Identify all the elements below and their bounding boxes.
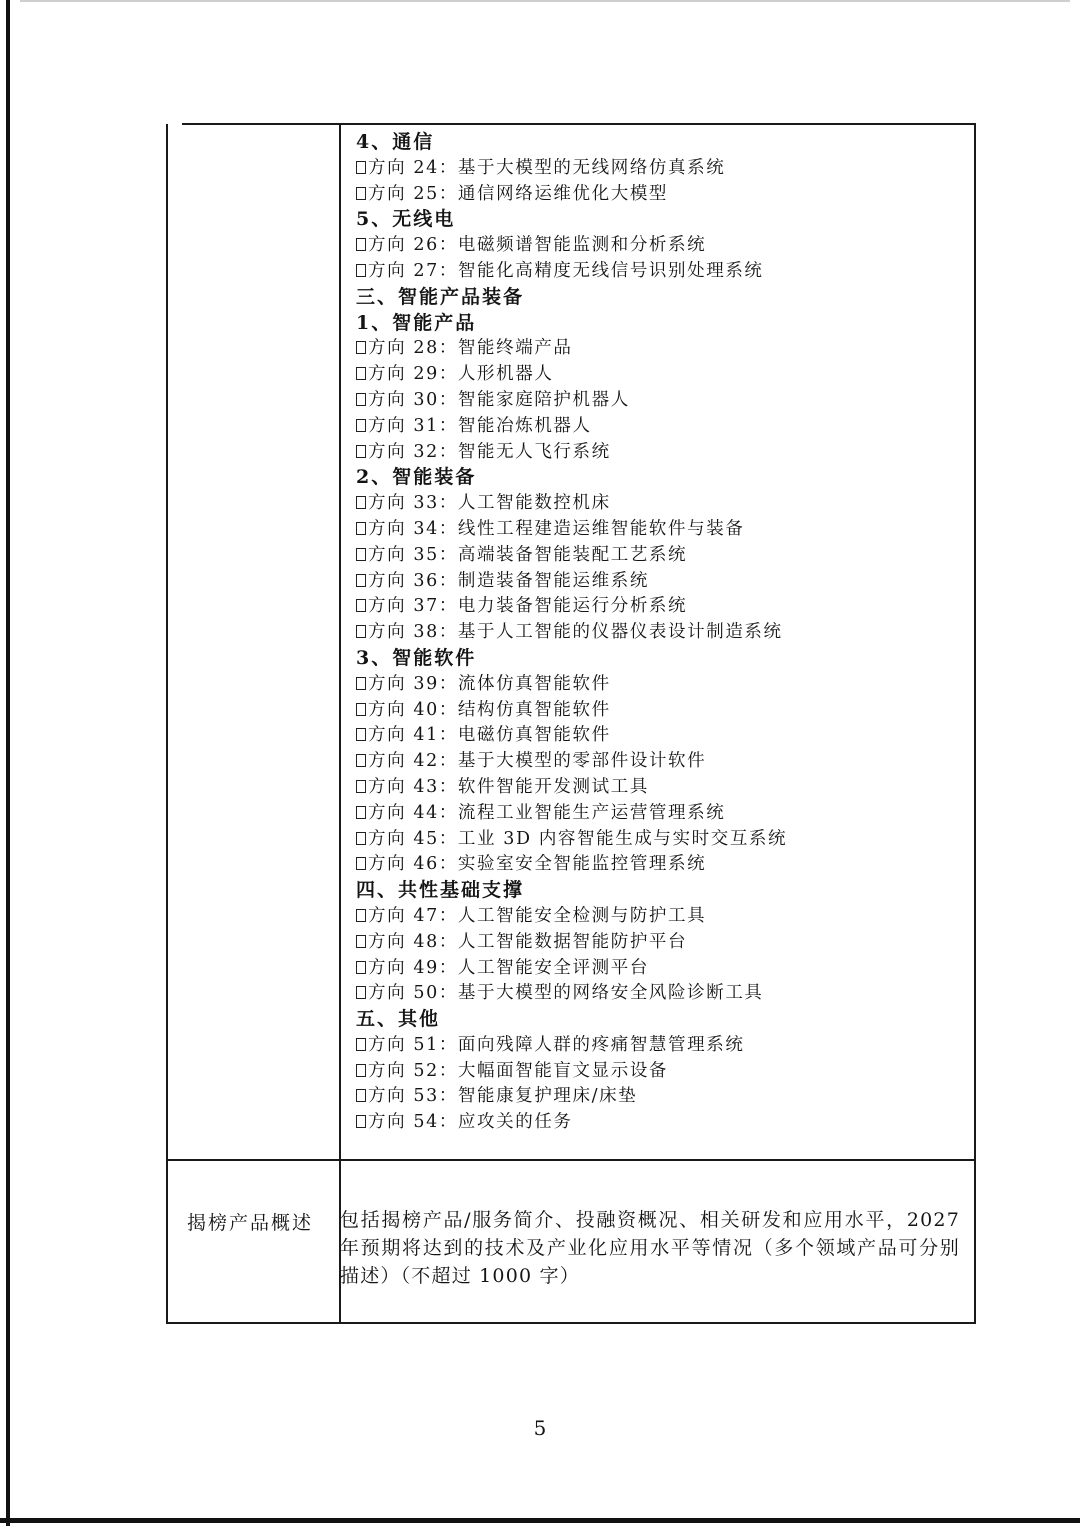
- table-border-left: [166, 124, 168, 1324]
- direction-item: [356, 827, 956, 853]
- checkbox-icon: [356, 187, 366, 200]
- direction-item-text: 方向 32：智能无人飞行系统: [368, 441, 611, 462]
- checkbox-icon: [356, 625, 366, 638]
- table-border-right: [974, 124, 976, 1324]
- checkbox-icon: [356, 935, 366, 948]
- direction-item-text: 方向 26：电磁频谱智能监测和分析系统: [368, 235, 707, 256]
- checkbox-icon: [356, 161, 366, 174]
- section-heading: [356, 207, 956, 233]
- checkbox-icon: [356, 367, 366, 380]
- section-heading: [356, 285, 956, 311]
- checkbox-icon: [356, 832, 366, 845]
- scan-edge-left: [6, 0, 10, 1526]
- direction-item-text: 方向 39：流体仿真智能软件: [368, 673, 611, 694]
- checkbox-icon: [356, 986, 366, 999]
- direction-item: [356, 336, 956, 362]
- direction-item: [356, 491, 956, 517]
- direction-item-text: 方向 31：智能冶炼机器人: [368, 415, 592, 436]
- direction-item-text: 方向 50：基于大模型的网络安全风险诊断工具: [368, 983, 764, 1004]
- direction-item-text: 方向 41：电磁仿真智能软件: [368, 725, 611, 746]
- direction-item: [356, 801, 956, 827]
- direction-item: [356, 620, 956, 646]
- direction-item-text: 方向 42：基于大模型的零部件设计软件: [368, 751, 707, 772]
- direction-item-text: 方向 29：人形机器人: [368, 364, 554, 385]
- direction-item-text: 方向 43：软件智能开发测试工具: [368, 776, 649, 797]
- direction-item: [356, 723, 956, 749]
- checkbox-icon: [356, 754, 366, 767]
- direction-item: [356, 233, 956, 259]
- checkbox-icon: [356, 728, 366, 741]
- direction-item-text: 方向 36：制造装备智能运维系统: [368, 570, 649, 591]
- direction-item-text: 方向 46：实验室安全智能监控管理系统: [368, 854, 707, 875]
- direction-item: [356, 904, 956, 930]
- section-heading-text: 三、智能产品装备: [356, 285, 525, 308]
- checkbox-icon: [356, 1115, 366, 1128]
- direction-item: [356, 1033, 956, 1059]
- direction-item: [356, 775, 956, 801]
- direction-item-text: 方向 53：智能康复护理床/床垫: [368, 1086, 638, 1107]
- checkbox-icon: [356, 703, 366, 716]
- section-heading: [356, 465, 956, 491]
- direction-item: [356, 388, 956, 414]
- checkbox-icon: [356, 238, 366, 251]
- section-heading: [356, 1007, 956, 1033]
- direction-item-text: 方向 49：人工智能安全评测平台: [368, 957, 649, 978]
- direction-item-text: 方向 30：智能家庭陪护机器人: [368, 389, 630, 410]
- direction-item: [356, 259, 956, 285]
- checkbox-icon: [356, 522, 366, 535]
- overview-label: 揭榜产品概述: [186, 1212, 313, 1234]
- direction-item-text: 方向 27：智能化高精度无线信号识别处理系统: [368, 260, 764, 281]
- overview-row: [166, 1160, 976, 1324]
- direction-item: [356, 517, 956, 543]
- direction-item-text: 方向 45：工业 3D 内容智能生成与实时交互系统: [368, 828, 788, 849]
- direction-item: [356, 698, 956, 724]
- direction-item: [356, 852, 956, 878]
- direction-item: [356, 414, 956, 440]
- direction-item-text: 方向 44：流程工业智能生产运营管理系统: [368, 802, 726, 823]
- direction-item-text: 方向 40：结构仿真智能软件: [368, 699, 611, 720]
- checkbox-icon: [356, 341, 366, 354]
- direction-item-text: 方向 35：高端装备智能装配工艺系统: [368, 544, 688, 565]
- direction-list: [356, 130, 956, 1136]
- scan-edge-bottom: [0, 1518, 1080, 1523]
- checkbox-icon: [356, 445, 366, 458]
- section-heading-text: 2、智能装备: [356, 466, 477, 489]
- direction-item: [356, 594, 956, 620]
- section-heading-text: 4、通信: [356, 131, 435, 153]
- checkbox-icon: [356, 961, 366, 974]
- section-heading-text: 3、智能软件: [356, 646, 477, 669]
- direction-item-text: 方向 38：基于人工智能的仪器仪表设计制造系统: [368, 622, 783, 643]
- checkbox-icon: [356, 677, 366, 690]
- direction-item-text: 方向 51：面向残障人群的疼痛智慧管理系统: [368, 1034, 745, 1055]
- checkbox-icon: [356, 574, 366, 587]
- section-heading-text: 四、共性基础支撑: [356, 879, 525, 902]
- direction-item: [356, 930, 956, 956]
- section-heading: [356, 130, 956, 156]
- direction-list-cell: [174, 124, 974, 1160]
- direction-item-text: 方向 47：人工智能安全检测与防护工具: [368, 905, 707, 926]
- direction-item: [356, 569, 956, 595]
- section-heading-text: 5、无线电: [356, 208, 456, 231]
- checkbox-icon: [356, 909, 366, 922]
- section-heading: [356, 646, 956, 672]
- direction-item-text: 方向 34：线性工程建造运维智能软件与装备: [368, 518, 745, 539]
- direction-item-text: 方向 28：智能终端产品: [368, 338, 573, 359]
- checkbox-icon: [356, 264, 366, 277]
- direction-item: [356, 672, 956, 698]
- section-heading: [356, 878, 956, 904]
- checkbox-icon: [356, 496, 366, 509]
- direction-item: [356, 1110, 956, 1136]
- direction-item: [356, 543, 956, 569]
- direction-item-text: 方向 24：基于大模型的无线网络仿真系统: [368, 157, 726, 178]
- direction-item-text: 方向 52：大幅面智能盲文显示设备: [368, 1060, 669, 1081]
- checkbox-icon: [356, 599, 366, 612]
- checkbox-icon: [356, 1089, 366, 1102]
- direction-item: [356, 440, 956, 466]
- page-number: 5: [533, 1416, 547, 1440]
- section-heading-text: 五、其他: [356, 1008, 441, 1031]
- checkbox-icon: [356, 548, 366, 561]
- checkbox-icon: [356, 806, 366, 819]
- direction-item: [356, 1059, 956, 1085]
- direction-item-text: 方向 33：人工智能数控机床: [368, 493, 611, 514]
- direction-item-text: 方向 48：人工智能数据智能防护平台: [368, 931, 688, 952]
- scan-edge-top: [20, 0, 1070, 2]
- direction-item-text: 方向 54：应攻关的任务: [368, 1112, 573, 1133]
- direction-item: [356, 956, 956, 982]
- direction-item: [356, 1084, 956, 1110]
- checkbox-icon: [356, 780, 366, 793]
- checkbox-icon: [356, 857, 366, 870]
- checkbox-icon: [356, 419, 366, 432]
- overview-text: 包括揭榜产品/服务简介、投融资概况、相关研发和应用水平，2027年预期将达到的技术及产业化应用水平等情况（多个领域产品可分别描述）（不超过 1000 字）: [340, 1209, 960, 1287]
- section-heading-text: 1、智能产品: [356, 311, 477, 334]
- direction-item: [356, 981, 956, 1007]
- direction-item-text: 方向 37：电力装备智能运行分析系统: [368, 596, 688, 617]
- checkbox-icon: [356, 393, 366, 406]
- direction-item: [356, 182, 956, 208]
- direction-item-text: 方向 25：通信网络运维优化大模型: [368, 183, 669, 204]
- checkbox-icon: [356, 1038, 366, 1051]
- direction-item: [356, 156, 956, 182]
- direction-item: [356, 749, 956, 775]
- checkbox-icon: [356, 1064, 366, 1077]
- direction-item: [356, 362, 956, 388]
- section-heading: [356, 311, 956, 337]
